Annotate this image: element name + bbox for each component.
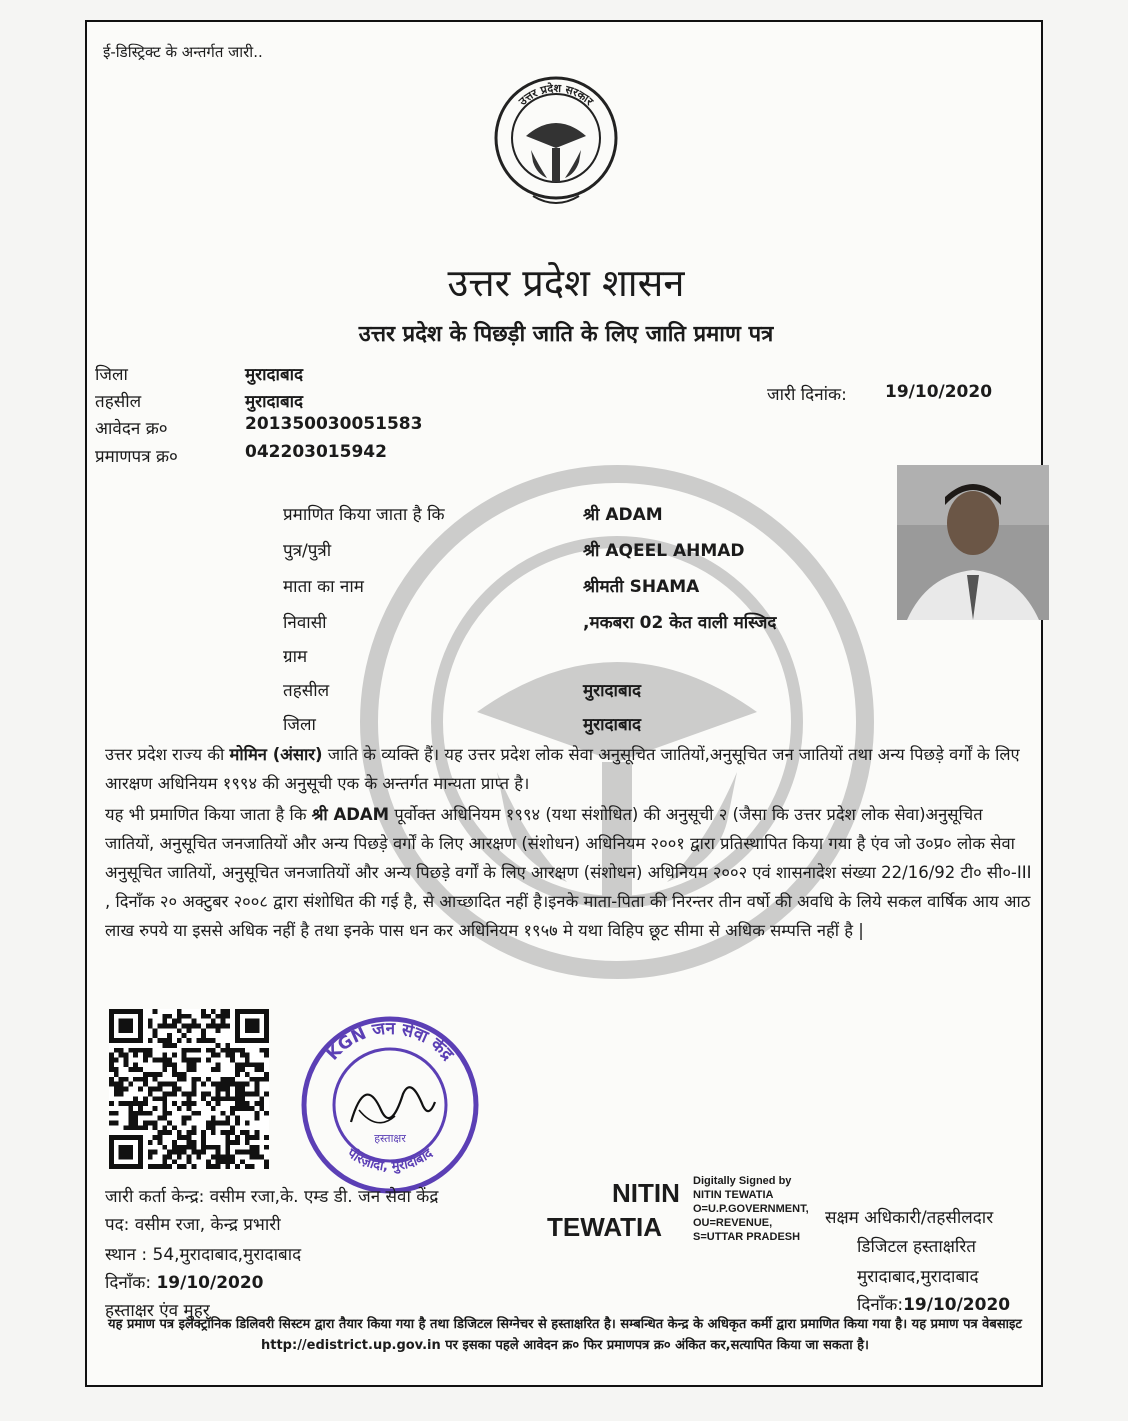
svg-text:KGN जन सेवा केंद्र — [323, 1019, 458, 1065]
caste-name: मोमिन (अंसार) — [229, 745, 323, 764]
authority-title: सक्षम अधिकारी/तहसीलदार — [825, 1208, 994, 1228]
certificate-subtitle: उत्तर प्रदेश के पिछड़ी जाति के लिए जाति प्रमाण पत्र — [358, 322, 774, 347]
detail-label: निवासी — [283, 613, 327, 633]
stamp-top-text: KGN जन सेवा केंद्र — [322, 1018, 458, 1065]
issuer-date: दिनाँक: 19/10/2020 — [105, 1273, 264, 1293]
tehsil-value: मुरादाबाद — [245, 392, 304, 412]
authority-place: मुरादाबाद,मुरादाबाद — [857, 1267, 979, 1287]
detail-value-district: मुरादाबाद — [583, 715, 642, 735]
detail-label: तहसील — [283, 681, 330, 701]
emblem-text: उत्तर प्रदेश सरकार — [516, 81, 596, 108]
signer-first-name: NITIN — [612, 1178, 680, 1208]
tehsil-label: तहसील — [95, 392, 142, 412]
application-number: 201350030051583 — [245, 414, 423, 434]
detail-value-mother: श्रीमती SHAMA — [583, 577, 700, 597]
detail-label: पुत्र/पुत्री — [283, 541, 332, 561]
applicant-name-inline: श्री ADAM — [311, 805, 390, 824]
district-label: जिला — [95, 365, 128, 385]
up-state-emblem — [493, 70, 619, 220]
verification-note: यह प्रमाण पत्र इलेक्ट्रॉनिक डिलिवरी सिस्टम द्वारा तैयार किया गया है तथा डिजिटल सिग्नेचर से हस्ताक्षरित है। सम्बन्धित केन्द्र के अधिकृत कर्मी द्वारा प्रमाणित किया गया है। यह प्रमाण पत्र वेबसाइट http://edistrict.up.gov.in पर इसका पहले आवेदन क्र० फिर प्रमाणपत्र क्र० अंकित कर,सत्यापित किया जा सकता है। — [108, 1317, 1022, 1353]
digital-signature-info: Digitally Signed by NITIN TEWATIA O=U.P.GOVERNMENT, OU=REVENUE, S=UTTAR PRADESH — [693, 1175, 809, 1243]
issuer-place: स्थान : 54,मुरादाबाद,मुरादाबाद — [105, 1245, 302, 1265]
certificate-number: 042203015942 — [245, 442, 387, 462]
certificate-sheet — [85, 20, 1043, 1387]
detail-label: प्रमाणित किया जाता है कि — [283, 505, 445, 525]
detail-label: जिला — [283, 715, 316, 735]
authority-date: दिनाँक:19/10/2020 — [857, 1295, 1011, 1315]
detail-label: ग्राम — [283, 647, 308, 667]
sign-and-seal-label: हस्ताक्षर एंव मुहर — [105, 1301, 210, 1321]
authority-digital-sign: डिजिटल हस्ताक्षरित — [857, 1237, 976, 1257]
certificate-label: प्रमाणपत्र क्र० — [95, 447, 178, 467]
detail-value-father: श्री AQEEL AHMAD — [583, 541, 745, 561]
stamp-bottom-text: पीरज़ादा, मुरादाबाद — [344, 1146, 436, 1175]
paragraph-caste: उत्तर प्रदेश राज्य की मोमिन (अंसार) जाति के व्यक्ति हैं। यह उत्तर प्रदेश लोक सेवा अनुसूचित जातियों,अनुसूचित जन जातियों तथा अन्य पिछड़े वर्गों के लिए आरक्षण अधिनियम १९९४ की अनुसूची एक के अन्तर्गत मान्यता प्राप्त है। — [105, 745, 1020, 793]
signer-last-name: TEWATIA — [547, 1212, 663, 1242]
district-value: मुरादाबाद — [245, 365, 304, 385]
issue-date-label: जारी दिनांक: — [767, 385, 847, 405]
detail-label: माता का नाम — [283, 577, 364, 597]
issued-under-text: ई-डिस्ट्रिक्ट के अन्तर्गत जारी.. — [103, 43, 263, 61]
stamp-center-text: हस्ताक्षर — [374, 1132, 406, 1145]
issuer-post: पद: वसीम रजा, केन्द्र प्रभारी — [105, 1215, 281, 1235]
detail-value-residence: ,मकबरा 02 केत वाली मस्जिद — [583, 613, 777, 633]
paragraph-certification: यह भी प्रमाणित किया जाता है कि श्री ADAM पूर्वोक्त अधिनियम १९९४ (यथा संशोधित) की अनुसूची २ (जैसा कि उत्तर प्रदेश लोक सेवा)अनुसूचित जातियों, अनुसूचित जनजातियों और अन्य पिछड़े वर्गों के लिए आरक्षण (संशोधन) अधिनियम २००१ द्वारा प्रतिस्थापित किया गया है एंव जो उ०प्र० लोक सेवा अनुसूचित जातियों, अनुसूचित जनजातियों और अन्य पिछड़े वर्गों के लिए आरक्षण (संशोधन) अधिनियम २००२ एवं शासनादेश संख्या 22/16/92 टी० सी०-III , दिनाँक २० अक्टुबर २००८ द्वारा संशोधित की गई है, से आच्छादित नहीं है।इनके माता-पिता की निरन्तर तीन वर्षो की अवधि के लिये सकल वार्षिक आय आठ लाख रुपये या इससे अधिक नहीं है तथा इनके पास धन कर अधिनियम १९५७ मे यथा विहिप छूट सीमा से अधिक सम्पत्ति नहीं है | — [105, 805, 1032, 940]
qr-code — [109, 1009, 269, 1169]
issue-date-value: 19/10/2020 — [885, 382, 993, 402]
issuing-centre: जारी कर्ता केन्द्र: वसीम रजा,के. एम्ड डी. जन सेवा केंद्र — [105, 1187, 439, 1207]
detail-value-tehsil: मुरादाबाद — [583, 681, 642, 701]
verification-url[interactable]: http://edistrict.up.gov.in — [261, 1338, 441, 1353]
detail-value-name: श्री ADAM — [583, 505, 663, 525]
page-title: उत्तर प्रदेश शासन — [447, 261, 685, 305]
applicant-photo — [897, 465, 1049, 620]
jan-seva-kendra-stamp — [299, 1014, 481, 1196]
application-label: आवेदन क्र० — [95, 419, 168, 439]
